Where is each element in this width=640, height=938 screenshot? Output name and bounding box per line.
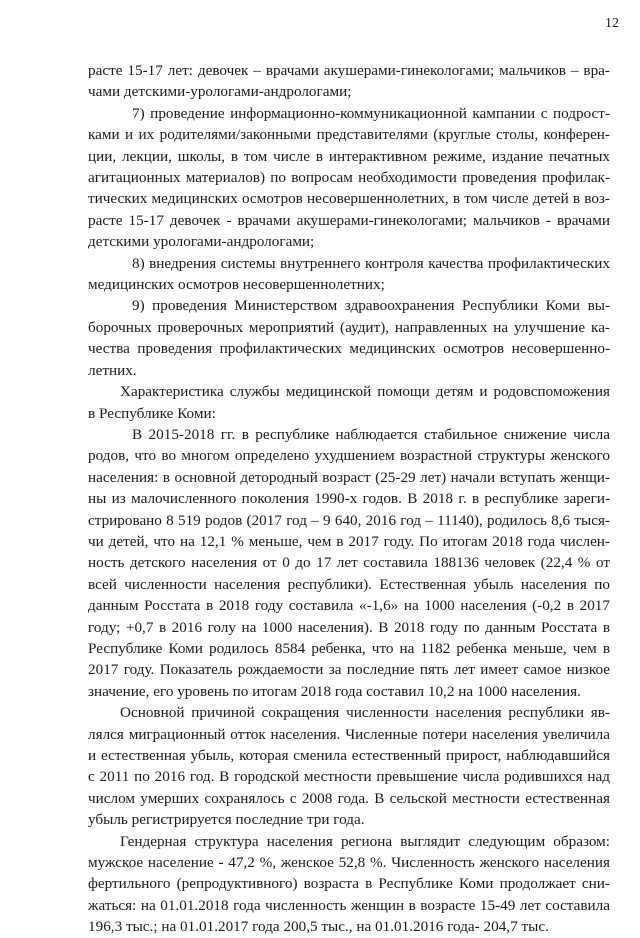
text-line: числом умерших сохранялось с 2008 года. В сельской местности естественная bbox=[88, 789, 610, 807]
text-line: борочных проверочных мероприятий (аудит), направленных на улучшение ка- bbox=[88, 318, 610, 336]
text-line: ность детского населения от 0 до 17 лет составила 188136 человек (22,4 % от bbox=[88, 554, 610, 572]
text-line: с 2011 по 2016 год. В городской местности превышение числа родившихся над bbox=[88, 768, 610, 786]
text-line: лялся миграционный отток населения. Численные потери населения увеличила bbox=[88, 725, 610, 743]
text-line: всей численности населения республики). Естественная убыль населения по bbox=[88, 575, 610, 593]
text-line: значение, его уровень по итогам 2018 года составил 10,2 на 1000 населения. bbox=[88, 682, 581, 700]
text-line: ции, лекции, школы, в том числе в интерактивном режиме, издание печатных bbox=[88, 147, 610, 165]
text-line: жаться: на 01.01.2018 года численность женщин в возрасте 15-49 лет составила bbox=[88, 896, 610, 914]
text-line: 7) проведение информационно-коммуникационной кампании с подрост- bbox=[132, 104, 610, 122]
text-line: Республике Коми родилось 8584 ребенка, что на 1182 ребенка меньше, чем в bbox=[88, 639, 610, 657]
text-line: тических медицинских осмотров несовершеннолетних, в том числе детей в воз- bbox=[88, 190, 610, 208]
text-line: родов, что во многом определено ухудшением возрастной структуры женского bbox=[88, 447, 610, 465]
text-line: летних. bbox=[88, 361, 137, 379]
document-body bbox=[88, 60, 610, 938]
text-line: убыль регистрируется последние три года. bbox=[88, 811, 365, 829]
text-line: медицинских осмотров несовершеннолетних; bbox=[88, 276, 385, 294]
text-line: чами детскими-урологами-андрологами; bbox=[88, 83, 352, 101]
text-line: данным Росстата в 2018 году составила «-1,6» на 1000 населения (-0,2 в 2017 bbox=[88, 597, 610, 615]
text-line: расте 15-17 девочек - врачами акушерами-гинекологами; мальчиков - врачами bbox=[88, 211, 610, 229]
text-line: фертильного (репродуктивного) возраста в Республике Коми продолжает сни- bbox=[88, 875, 610, 893]
text-line: расте 15-17 лет: девочек – врачами акушерами-гинекологами; мальчиков – вра- bbox=[88, 62, 610, 79]
text-line: 9) проведения Министерством здравоохранения Республики Коми вы- bbox=[132, 297, 610, 315]
text-line: 196,3 тыс.; на 01.01.2017 года 200,5 тыс., на 01.01.2016 года- 204,7 тыс. bbox=[88, 918, 549, 936]
text-line: чества проведения профилактических медицинских осмотров несовершенно- bbox=[88, 340, 610, 358]
text-line: чи детей, что на 12,1 % меньше, чем в 2017 году. По итогам 2018 года числен- bbox=[88, 532, 610, 550]
text-line: в Республике Коми: bbox=[88, 404, 216, 422]
text-line: Гендерная структура населения региона выглядит следующим образом: bbox=[120, 832, 610, 850]
text-line: стрировано 8 519 родов (2017 год – 9 640, 2016 год – 11140), родилось 8,6 тыся- bbox=[88, 511, 610, 529]
text-line: и естественная убыль, которая сменила естественный прирост, наблюдавшийся bbox=[88, 747, 610, 764]
text-line: году; +0,7 в 2016 голу на 1000 населения). В 2018 году по данным Росстата в bbox=[88, 618, 610, 636]
text-line: населения: в основной детородный возраст (25-29 лет) начали вступать женщи- bbox=[88, 468, 610, 486]
text-line: мужское население - 47,2 %, женское 52,8 %. Численность женского населения bbox=[88, 854, 610, 872]
text-line: ками и их родителями/законными представителями (круглые столы, конферен- bbox=[88, 126, 610, 144]
text-line: Характеристика службы медицинской помощи детям и родовспоможения bbox=[120, 383, 610, 401]
text-line: детскими урологами-андрологами; bbox=[88, 233, 315, 251]
text-line: В 2015-2018 гг. в республике наблюдается стабильное снижение числа bbox=[132, 425, 610, 443]
text-line: ны из малочисленного поколения 1990-х годов. В 2018 г. в республике зареги- bbox=[88, 490, 610, 508]
text-line: агитационных материалов) по вопросам необходимости проведения профилак- bbox=[88, 169, 610, 187]
page-number: 12 bbox=[605, 16, 619, 31]
text-line: 8) внедрения системы внутреннего контроля качества профилактических bbox=[132, 254, 610, 272]
text-line: 2017 году. Показатель рождаемости за последние пять лет имеет самое низкое bbox=[88, 661, 610, 679]
text-line: Основной причиной сокращения численности населения республики яв- bbox=[120, 704, 610, 722]
